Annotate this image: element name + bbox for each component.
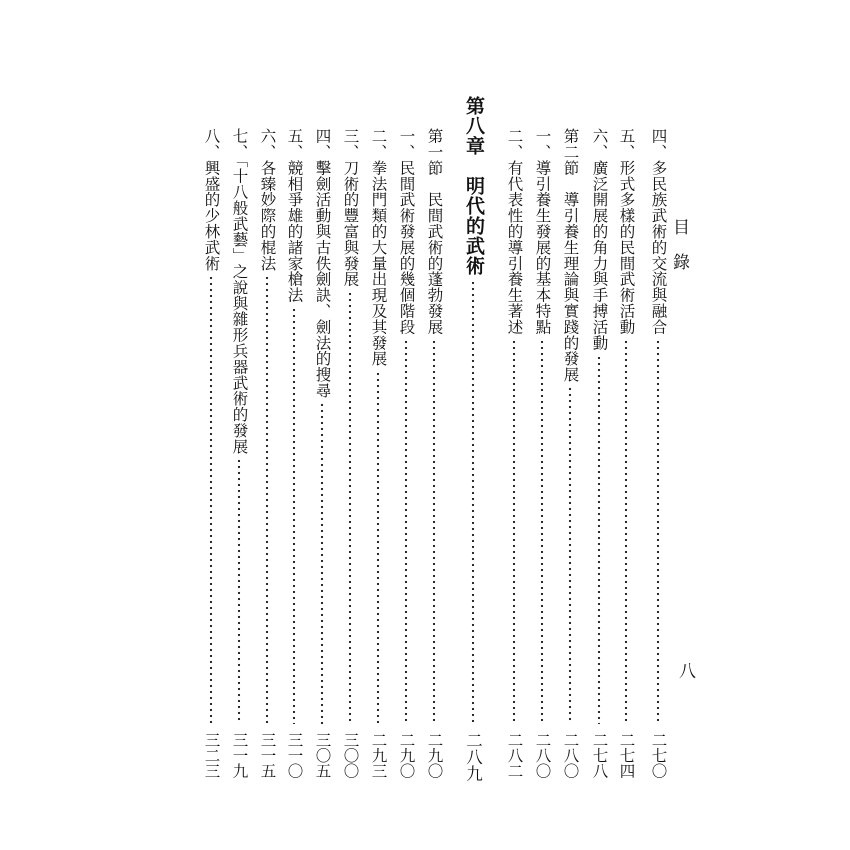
toc-entry-page: 三〇五 (313, 732, 332, 779)
dot-leader (292, 307, 296, 724)
toc-entry-title: 二、拳法門類的大量出現及其發展 (369, 128, 388, 367)
dot-leader (237, 458, 241, 724)
dot-leader (376, 371, 380, 724)
toc-entry-page: 三一九 (230, 732, 249, 779)
toc-entry-title: 五、形式多樣的民間武術活動 (617, 128, 636, 335)
dot-leader (432, 339, 436, 724)
toc-entry-title: 六、各臻妙際的棍法 (258, 128, 277, 272)
toc-entry-page: 二八〇 (561, 732, 580, 779)
dot-leader (265, 275, 269, 724)
toc-entry-title: 一、導引養生發展的基本特點 (533, 128, 552, 335)
toc-entry-page: 二九〇 (397, 732, 416, 779)
toc-entry-title: 四、擊劍活動與古佚劍訣、劍法的搜尋 (313, 128, 332, 399)
toc-entry-title: 第八章 明代的武術 (463, 96, 485, 276)
toc-entry-title: 二、有代表性的導引養生著述 (505, 128, 524, 335)
toc-entry-page: 三〇〇 (341, 732, 360, 779)
toc-entry-page: 三一〇 (285, 732, 304, 779)
toc-entry-page: 三一五 (258, 732, 277, 779)
toc-entry-title: 第二節 導引養生理論與實踐的發展 (561, 128, 580, 383)
dot-leader (512, 339, 516, 724)
toc-entry-page: 二八九 (463, 732, 483, 782)
toc-entry-title: 四、多民族武術的交流與融合 (649, 128, 668, 335)
dot-leader (656, 339, 660, 724)
toc-entry-page: 二八〇 (533, 732, 552, 779)
page-number: 八 (675, 662, 695, 679)
toc-entry-title: 七、「十八般武藝」之說與雜形兵器武術的發展 (230, 128, 249, 455)
toc-entry-title: 八、興盛的少林武術 (202, 128, 221, 272)
toc-entry-page: 二七四 (617, 732, 636, 779)
page-header-title: 目錄 (669, 218, 689, 288)
dot-leader (597, 355, 601, 724)
dot-leader (540, 339, 544, 724)
dot-leader (624, 339, 628, 724)
toc-entry-title: 五、競相爭雄的諸家槍法 (285, 128, 304, 303)
toc-entry-page: 二八二 (505, 732, 524, 779)
dot-leader (348, 291, 352, 724)
dot-leader (404, 339, 408, 724)
toc-entry-page: 二七八 (590, 732, 609, 779)
toc-entry-title: 一、民間武術發展的幾個階段 (397, 128, 416, 335)
toc-entry-page: 二七〇 (649, 732, 668, 779)
toc-entry-title: 第一節 民間武術的蓬勃發展 (425, 128, 444, 335)
toc-entry-page: 二九三 (369, 732, 388, 779)
dot-leader (320, 402, 324, 724)
dot-leader (568, 386, 572, 724)
dot-leader (209, 275, 213, 724)
dot-leader (471, 280, 475, 724)
toc-entry-title: 三、刀術的豐富與發展 (341, 128, 360, 287)
toc-entry-page: 二九〇 (425, 732, 444, 779)
toc-entry-page: 三二三 (202, 732, 221, 779)
toc-entry-title: 六、廣泛開展的角力與手搏活動 (590, 128, 609, 351)
